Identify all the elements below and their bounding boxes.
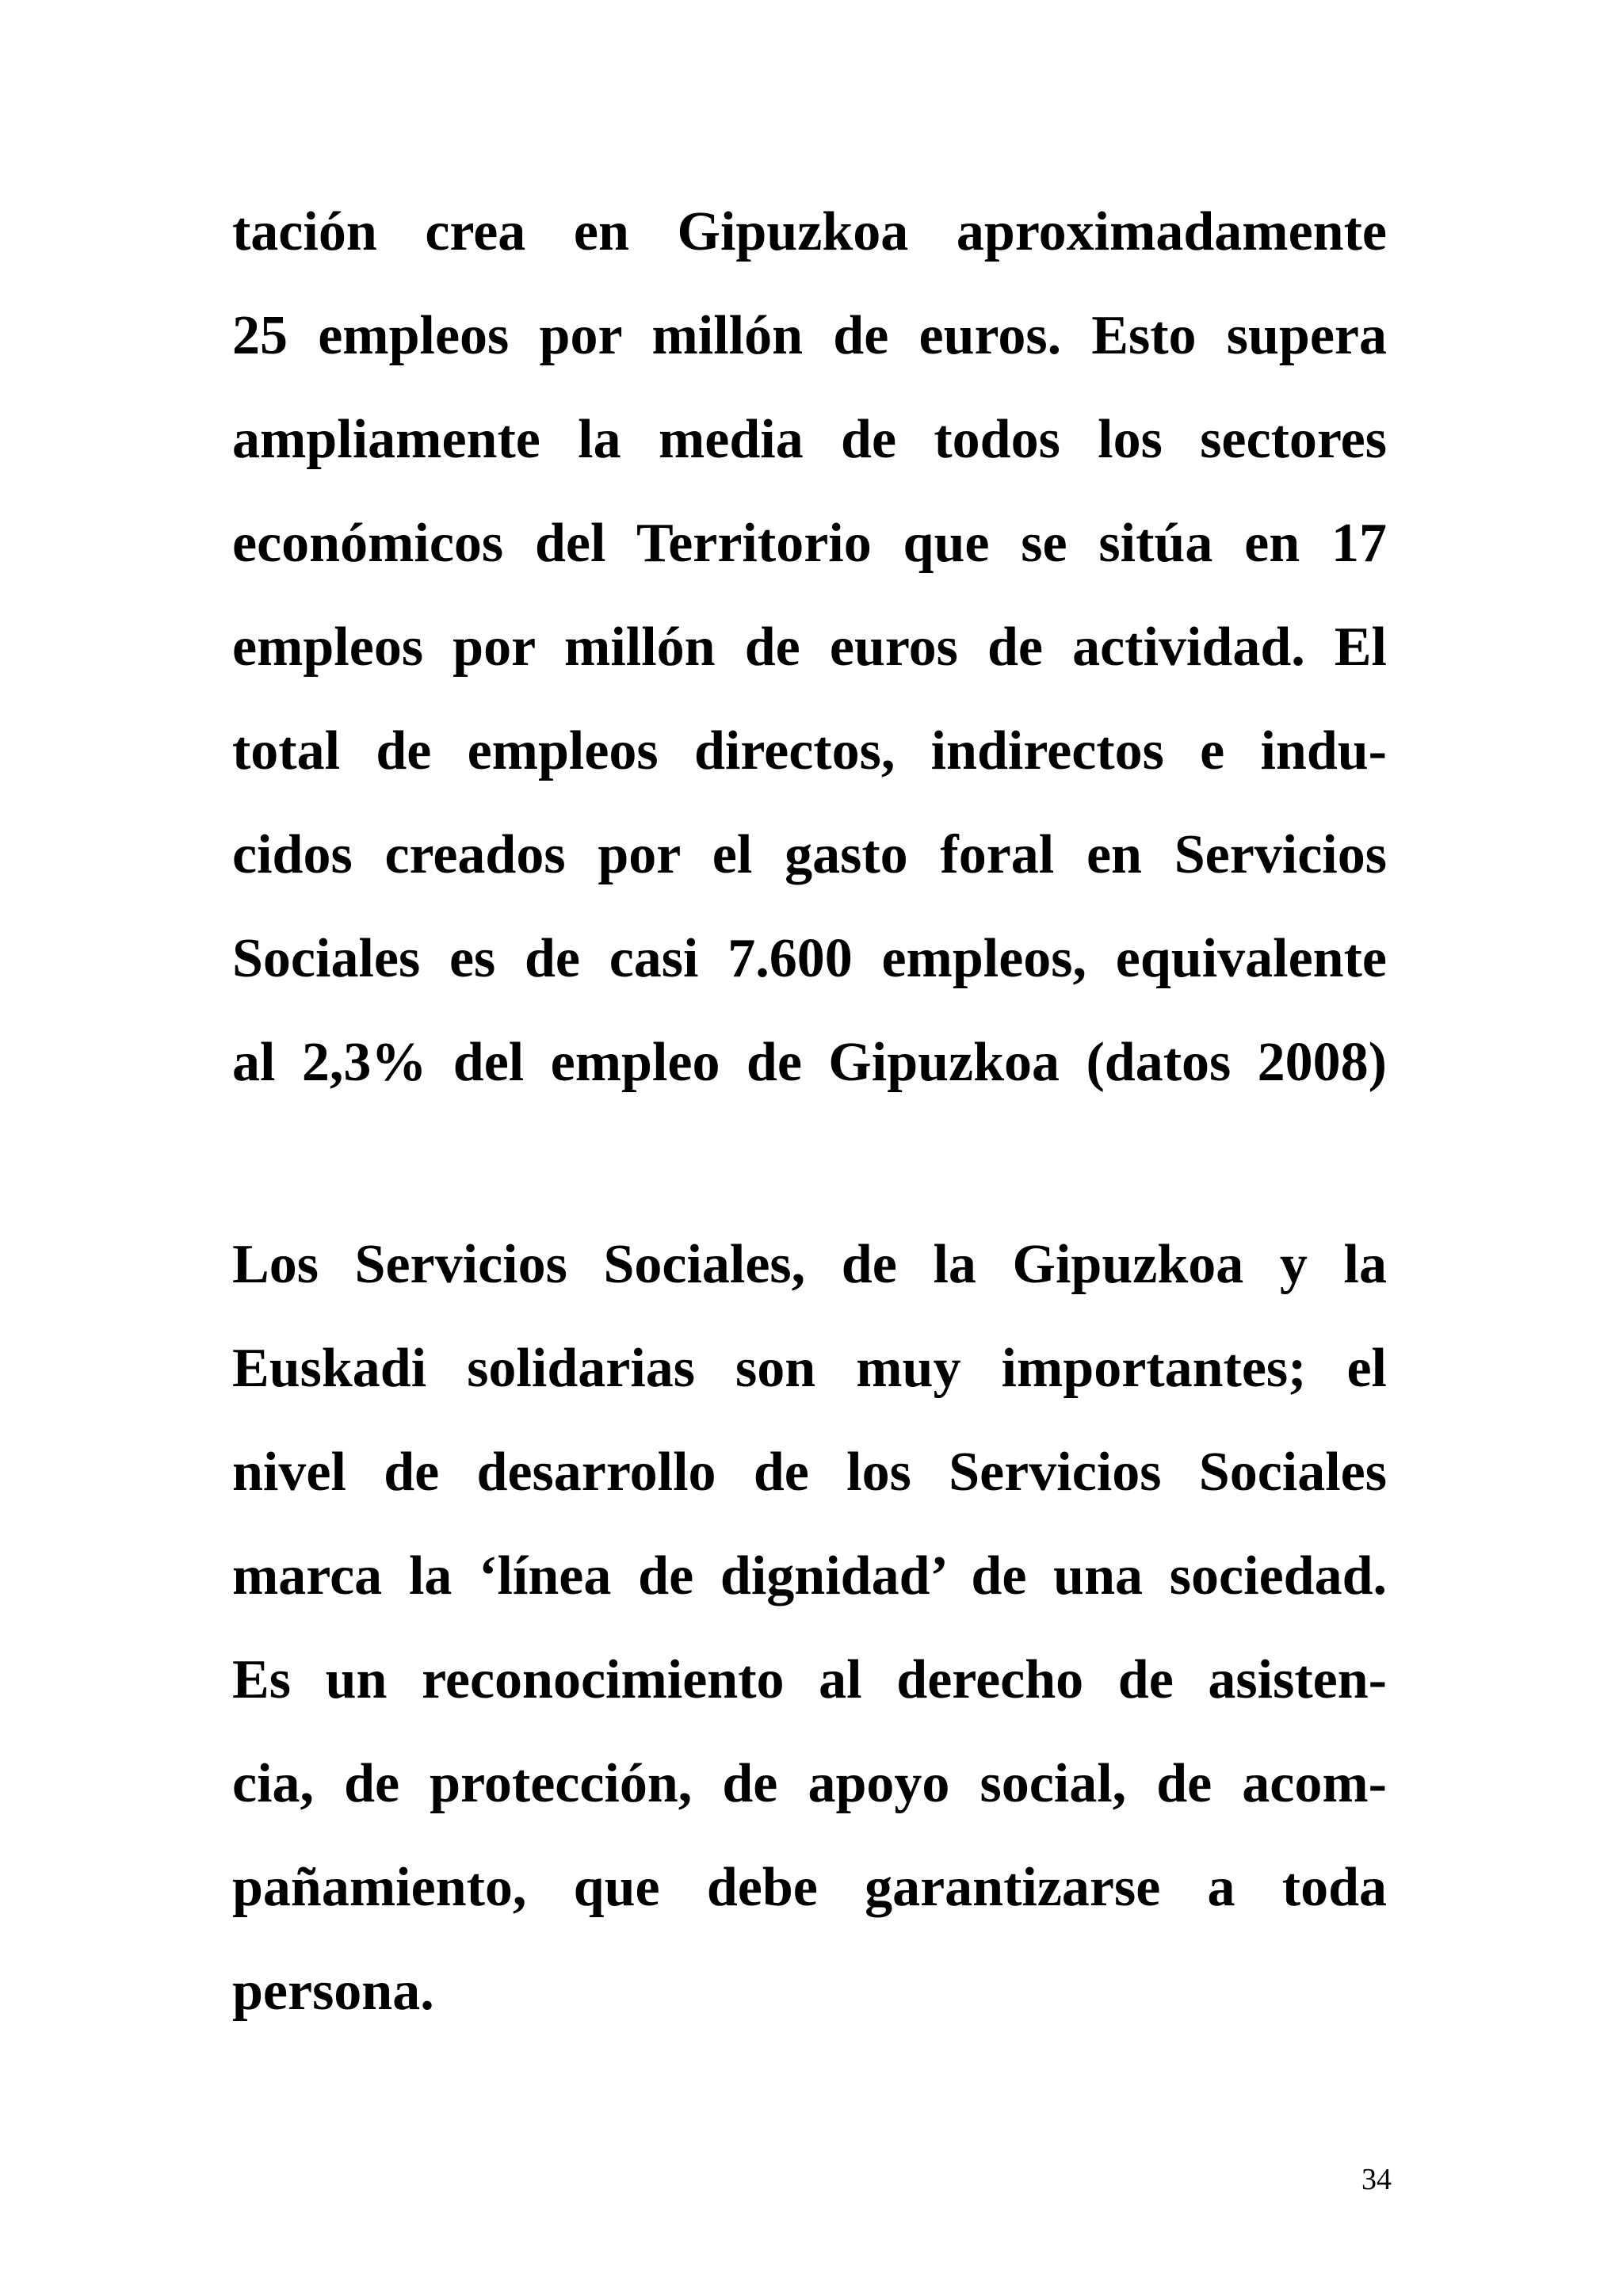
paragraph-line: persona.	[232, 1961, 434, 2022]
paragraph-line: 25 empleos por millón de euros. Esto supera	[232, 305, 1387, 366]
paragraph-line: Euskadi solidarias son muy importantes; el	[232, 1338, 1387, 1399]
page-number: 34	[1361, 2163, 1392, 2196]
paragraph-line: cidos creados por el gasto foral en Servicios	[232, 824, 1387, 885]
paragraph-line: Los Servicios Sociales, de la Gipuzkoa y la	[232, 1234, 1387, 1295]
paragraph-line: Sociales es de casi 7.600 empleos, equivalente	[232, 928, 1387, 989]
paragraph-line: nivel de desarrollo de los Servicios Sociales	[232, 1442, 1387, 1503]
paragraph-line: ampliamente la media de todos los sectores	[232, 409, 1387, 470]
paragraph-line: cia, de protección, de apoyo social, de acom-	[232, 1753, 1387, 1814]
paragraph-line: marca la ‘línea de dignidad’ de una sociedad.	[232, 1545, 1387, 1606]
paragraph-line: pañamiento, que debe garantizarse a toda	[232, 1857, 1387, 1918]
paragraph-employment	[232, 180, 1387, 1114]
paragraph-line: empleos por millón de euros de actividad. El	[232, 617, 1387, 678]
paragraph-line: al 2,3% del empleo de Gipuzkoa (datos 2008)	[232, 1032, 1387, 1093]
paragraph-line: total de empleos directos, indirectos e indu-	[232, 720, 1387, 781]
paragraph-social-services	[232, 1213, 1387, 2043]
paragraph-line: tación crea en Gipuzkoa aproximadamente	[232, 201, 1387, 262]
paragraph-line: Es un reconocimiento al derecho de asisten-	[232, 1649, 1387, 1710]
paragraph-line: económicos del Territorio que se sitúa en 17	[232, 513, 1387, 574]
